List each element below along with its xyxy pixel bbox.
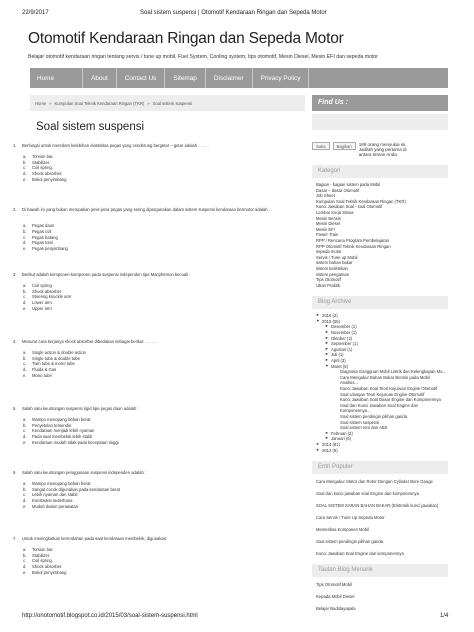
archive-label[interactable]: 2015 (56) — [322, 318, 340, 324]
option-text: Sangat cocok digunakan pada kendaraan berat — [32, 486, 121, 492]
answer-options — [23, 350, 273, 378]
question-prompt: Untuk meningkatkan kerendahan pada saat kendaraan membelok, digunakan: — [22, 536, 168, 541]
archive-label[interactable]: Soal sistem suspensi — [340, 419, 380, 425]
breadcrumb-separator: » — [147, 100, 150, 106]
option-letter: e. — [23, 176, 27, 182]
option-text: Pegas batang — [32, 234, 58, 240]
option-text: Torsion bar. — [32, 154, 54, 160]
main-nav — [30, 68, 448, 88]
question-prompt: Berfungsi untuk meredam kelebihan elastisitas pegas yang cenderung bergetar – getar adalah . . . . . — [22, 143, 209, 148]
question-block — [13, 272, 273, 311]
print-title: Soal sistem suspensi | Otomotif Kendaraan Ringan dan Sepeda Motor — [140, 10, 327, 16]
nav-sitemap[interactable]: Sitemap — [165, 68, 205, 88]
option-text: Penyetelan tersendiri — [32, 422, 72, 428]
archive-label[interactable]: Agustus (1) — [331, 346, 353, 352]
question-prompt: Berikut adalah komponen-komponen pada suspensi independen tipe Macpherson kecuali : — [22, 272, 191, 277]
question-text — [13, 406, 273, 411]
breadcrumb — [30, 95, 305, 111]
breadcrumb-current: Soal sistem suspensi — [152, 100, 192, 106]
question-number: 1. — [13, 143, 17, 148]
kategori-link[interactable]: Servis / Tune up Mobil — [316, 254, 358, 260]
archive-toggle-icon[interactable]: ► — [325, 358, 329, 363]
popular-post-link[interactable]: Memeriksa Komponen Mobil — [316, 527, 370, 533]
option-letter: c. — [23, 361, 27, 367]
print-date: 22/9/2017 — [22, 10, 49, 16]
kategori-link[interactable]: Dasar – dasar Otomotif — [316, 187, 360, 193]
blog-link[interactable]: Tips Otomotif Mobil — [316, 582, 352, 588]
kategori-link[interactable]: Uban Praktik — [316, 282, 340, 288]
archive-label[interactable]: September (1) — [331, 341, 358, 347]
question-number: 4. — [13, 339, 17, 344]
option-letter: a. — [23, 547, 27, 553]
archive-label[interactable]: Soal dan Kunci Jawaban Soal Engine dan Komponennya... — [340, 402, 418, 414]
option-text: Lower arm — [32, 299, 52, 305]
site-title[interactable]: Otomotif Kendaraan Ringan dan Sepeda Motor — [28, 30, 344, 47]
option-letter: a. — [23, 223, 27, 229]
option-letter: b. — [23, 552, 27, 558]
archive-toggle-icon[interactable]: ► — [325, 324, 329, 329]
blog-archive-list — [316, 313, 448, 453]
question-prompt: Salah satu keuntungan suspensi rigid tipe pegas daun adalah : — [22, 406, 139, 411]
blog-links-heading: Tautan Blog Menarik — [312, 564, 448, 577]
question-text — [13, 207, 273, 217]
kategori-link[interactable]: Kumpulan Soal Teknik Kendaraan Ringan (TKR) — [316, 198, 406, 204]
answer-options — [23, 283, 273, 311]
archive-toggle-icon[interactable]: ▼ — [325, 363, 329, 368]
kategori-link[interactable]: Bagian - bagian sistem pada Mobil — [316, 182, 381, 187]
popular-post-link[interactable]: Soal dan kunci jawaban soal Engine dan komponennya — [316, 491, 419, 497]
kategori-link[interactable]: Kunci Jawaban Soal - soal Otomotif — [316, 204, 383, 210]
option-letter: c. — [23, 165, 27, 171]
archive-label[interactable]: Kunci Jawaban Soal Teori Kejuruan Engine Otomotif — [340, 386, 438, 391]
archive-toggle-icon[interactable]: ► — [325, 436, 329, 441]
option-text: Pegas torsi — [32, 240, 53, 246]
question-block — [13, 536, 273, 575]
kategori-link[interactable]: sistem pengaman — [316, 271, 350, 277]
kategori-link[interactable]: Power Train — [316, 232, 339, 238]
option-text: Stabilizer. — [32, 552, 51, 558]
breadcrumb-category[interactable]: Kumpulan Soal Teknik Kendaraan Ringan (TKR) — [54, 100, 145, 106]
question-block — [13, 406, 273, 445]
archive-label[interactable]: Juli (1) — [331, 352, 344, 358]
question-block — [13, 470, 273, 509]
kategori-link[interactable]: RPP / Rencana Program Pembelajaran — [316, 237, 390, 243]
option-text: Upper arm — [32, 305, 52, 311]
option-letter: b. — [23, 422, 27, 428]
option-letter: d. — [23, 240, 27, 246]
kategori-link[interactable]: Mesin EFI — [316, 226, 335, 232]
print-page-number: 1/4 — [440, 613, 449, 619]
option-letter: b. — [23, 288, 27, 294]
question-number: 6. — [13, 470, 17, 475]
archive-label[interactable]: Soal sistem rem dan ABS — [340, 425, 388, 431]
site-description: Belajar otomotif kendaraan ringan tentang servis / tune up mobil, Fuel System, Cooling system, tips otomotif, Mesin Diesel, Mesin EFI dan sepeda motor — [28, 54, 379, 60]
answer-options — [23, 481, 273, 509]
option-letter: b. — [23, 159, 27, 165]
archive-item[interactable] — [316, 448, 448, 454]
popular-post-link[interactable]: Cara Mengukur Stator dan Rotor Dengan Cylinder Bore Gauge — [316, 479, 433, 485]
question-text — [13, 339, 273, 344]
option-text: Kendaraan menjadi lebih nyaman — [32, 428, 95, 434]
option-letter: d. — [23, 299, 27, 305]
option-letter: c. — [23, 492, 27, 498]
question-number: 7. — [13, 536, 17, 541]
facebook-like-box — [312, 142, 448, 157]
post-title: Soal sistem suspensi — [36, 121, 145, 133]
archive-toggle-icon[interactable]: ► — [316, 441, 320, 446]
option-letter: e. — [23, 503, 27, 509]
option-letter: a. — [23, 154, 27, 160]
answer-option — [23, 306, 273, 312]
option-text: Shock absorber. — [32, 563, 63, 569]
kategori-link[interactable]: Tips Otomotif — [316, 277, 341, 283]
question-text — [13, 470, 273, 475]
option-text: Stabilizer. — [32, 159, 51, 165]
answer-option — [23, 504, 273, 510]
option-text: Mudah dalam perawatan — [32, 503, 79, 509]
blog-header — [28, 30, 446, 60]
question-prompt: Salah satu keuntungan penggunaan suspensi independen adalah : — [22, 470, 147, 475]
popular-posts-list — [316, 479, 448, 556]
archive-label[interactable]: 2012 (9) — [322, 447, 338, 453]
archive-item[interactable] — [316, 375, 448, 386]
option-letter: e. — [23, 245, 27, 251]
answer-option — [23, 440, 273, 446]
option-letter: e. — [23, 439, 27, 445]
option-letter: a. — [23, 283, 27, 289]
option-text: Single tube & double tube — [32, 355, 80, 361]
option-text: Konstruksi sederhana — [32, 497, 73, 503]
option-text: Mono tube — [32, 372, 52, 378]
question-text — [13, 143, 273, 148]
option-text: Mampu menopang beban berat — [32, 417, 91, 423]
option-letter: e. — [23, 372, 27, 378]
option-text: Shock absorber — [32, 288, 62, 294]
option-text: Torsion bar. — [32, 547, 54, 553]
answer-option — [23, 177, 273, 183]
archive-label[interactable]: Oktober (2) — [331, 335, 353, 341]
archive-label[interactable]: 2016 (2) — [322, 313, 338, 319]
sidebar — [312, 95, 448, 618]
option-letter: d. — [23, 563, 27, 569]
option-text: Pegas coil — [32, 229, 52, 234]
archive-item[interactable] — [316, 403, 448, 414]
archive-toggle-icon[interactable]: ► — [325, 330, 329, 335]
archive-toggle-icon[interactable]: ► — [325, 430, 329, 435]
archive-toggle-icon[interactable]: ► — [316, 313, 320, 318]
option-letter: d. — [23, 497, 27, 503]
option-text: Pegas penyimbang — [32, 245, 68, 251]
option-letter: c. — [23, 428, 27, 434]
archive-label[interactable]: Diagnosa Gangguan Mobil Listrik dan Kelengkapan Mo... — [340, 369, 446, 375]
question-block — [13, 339, 273, 378]
option-letter: b. — [23, 486, 27, 492]
option-letter: d. — [23, 170, 27, 176]
nav-home[interactable]: Home — [30, 68, 83, 88]
kategori-link[interactable]: sistem kelistrikan — [316, 265, 348, 271]
answer-options — [23, 417, 273, 445]
archive-label[interactable]: Januari (6) — [331, 436, 352, 442]
archive-label[interactable]: Februari (2) — [331, 430, 353, 436]
question-number: 5. — [13, 406, 17, 411]
archive-toggle-icon[interactable]: ► — [325, 335, 329, 340]
option-text: Kendaraan mudah tidak pada kecepatan tinggi — [32, 439, 119, 445]
option-letter: d. — [23, 433, 27, 439]
archive-label[interactable]: Maret (5) — [331, 363, 348, 369]
option-text: Single action & double action — [32, 350, 87, 356]
option-text: Coil spring — [32, 283, 52, 289]
archive-label[interactable]: April (3) — [331, 358, 346, 364]
option-text: Pegas daun — [32, 223, 55, 229]
option-letter: a. — [23, 350, 27, 356]
kategori-link[interactable]: Job Sheet — [316, 193, 335, 199]
archive-toggle-icon[interactable]: ▼ — [316, 318, 320, 323]
option-text: Pada saat membelok lebih stabil — [32, 433, 93, 439]
kategori-list — [316, 182, 448, 288]
option-letter: a. — [23, 417, 27, 423]
post-content — [30, 95, 305, 133]
popular-posts-heading: Entri Populer — [312, 461, 448, 474]
option-text: Shock absorber. — [32, 170, 63, 176]
breadcrumb-separator: » — [49, 100, 52, 106]
option-text: Bokol penyimbang — [32, 176, 67, 182]
question-text — [13, 272, 273, 277]
option-text: Coil spring. — [32, 165, 53, 171]
option-letter: c. — [23, 294, 27, 300]
question-number: 3. — [13, 272, 17, 277]
answer-option — [23, 246, 273, 252]
kategori-link[interactable]: Lembar Kerja Siswa — [316, 209, 354, 215]
nav-disclaimer[interactable]: Disclaimer — [206, 68, 253, 88]
like-button[interactable]: Suka — [312, 142, 330, 150]
question-prompt: Menurut cara kerjanya shock absorber dibedakan sebagai berikut . . . . . . — [22, 339, 158, 344]
sidebar-divider — [312, 114, 448, 130]
option-text: Steering knuckle arm — [32, 294, 72, 300]
option-text: Lebih nyaman dan stabil — [32, 492, 78, 498]
breadcrumb-home[interactable]: Home — [35, 100, 47, 106]
blog-link[interactable]: Belajar Budidayapala — [316, 606, 356, 612]
answer-option — [23, 570, 273, 576]
question-block — [13, 143, 273, 182]
archive-toggle-icon[interactable]: ► — [325, 346, 329, 351]
archive-label[interactable]: Desember (1) — [331, 324, 357, 330]
option-letter: c. — [23, 558, 27, 564]
kategori-link[interactable]: sistem bahan bakar — [316, 260, 353, 266]
question-prompt: Di bawah ini yang bukan merupakan jenis-jenis pegas yang sering dipergunakan dalam sistem suspensi kendaraan bermotor adalah . . . . . — [22, 207, 273, 218]
kategori-link[interactable]: RPP Otomotif Teknik Kendaraan Ringan — [316, 243, 391, 249]
archive-toggle-icon[interactable]: ► — [325, 341, 329, 346]
share-button[interactable]: Bagikan — [333, 142, 356, 150]
facebook-like-text: 169 orang menyukai ini. Jadilah yang pertama di antara teman Anda. — [358, 142, 407, 157]
option-text: Mampu menopang beban berat — [32, 481, 91, 487]
answer-options — [23, 223, 273, 251]
option-letter: c. — [23, 234, 27, 240]
option-text: Coil spring. — [32, 558, 53, 564]
answer-option — [23, 373, 273, 379]
archive-label[interactable]: Soal sistem pendingin pilihan ganda — [340, 413, 408, 419]
archive-label[interactable]: Soal Ulangan Teori Kejuruan Engine Otomotif — [340, 391, 425, 397]
kategori-link[interactable]: Mesin Diesel — [316, 221, 340, 227]
question-text — [13, 536, 273, 541]
blog-links-list — [316, 582, 448, 611]
archive-label[interactable]: Kunci Jawaban Soal Dasar Engine dan Komponennya — [340, 397, 441, 403]
archive-toggle-icon[interactable]: ► — [325, 352, 329, 357]
option-letter: a. — [23, 481, 27, 487]
kategori-link[interactable]: Mesin Bensin — [316, 215, 342, 221]
popular-post-link[interactable]: Cara Servis / Tune Up Sepeda Motor — [316, 515, 385, 521]
option-letter: e. — [23, 305, 27, 311]
nav-privacy-policy[interactable]: Privacy Policy — [253, 68, 310, 88]
nav-contact-us[interactable]: Contact Us — [117, 68, 166, 88]
question-block — [13, 207, 273, 251]
option-text: Twin tube & mono tube — [32, 361, 75, 367]
archive-label[interactable]: 2014 (81) — [322, 441, 340, 447]
option-text: Fluida & Gas — [32, 366, 57, 372]
option-text: Bokol penyimbang — [32, 569, 67, 575]
archive-label[interactable]: November (1) — [331, 330, 357, 336]
popular-post-link[interactable]: SOAL SISTEM SARAN BAHAN BAKAR (Eletronik kunci jawaban) — [316, 503, 439, 509]
question-number: 2. — [13, 207, 17, 212]
option-letter: b. — [23, 229, 27, 234]
print-url: http://onotomotif.blogspot.co.id/2015/03/soal-sistem-suspensi.html — [22, 613, 198, 619]
nav-about[interactable]: About — [83, 68, 117, 88]
answer-options — [23, 154, 273, 182]
option-letter: d. — [23, 366, 27, 372]
popular-post-link[interactable]: Soal sistem pendingin pilihan ganda — [316, 539, 384, 545]
archive-toggle-icon[interactable]: ► — [316, 447, 320, 452]
kategori-link[interactable]: sepeda motor — [316, 249, 342, 255]
archive-label[interactable]: Cara Mengukur Bahan Bakar Bensin pada Mobil Analisis... — [340, 374, 430, 386]
option-letter: e. — [23, 569, 27, 575]
blog-archive-heading: Blog Archive — [312, 296, 448, 309]
kategori-heading: Kategori — [312, 165, 448, 178]
blog-link[interactable]: Kepada Mobil Diesel — [316, 594, 355, 600]
option-letter: b. — [23, 355, 27, 361]
find-us-heading: Find Us : — [312, 95, 448, 111]
answer-options — [23, 547, 273, 575]
popular-post-link[interactable]: Kunci Jawaban Soal Engine dan komponennya — [316, 551, 404, 557]
